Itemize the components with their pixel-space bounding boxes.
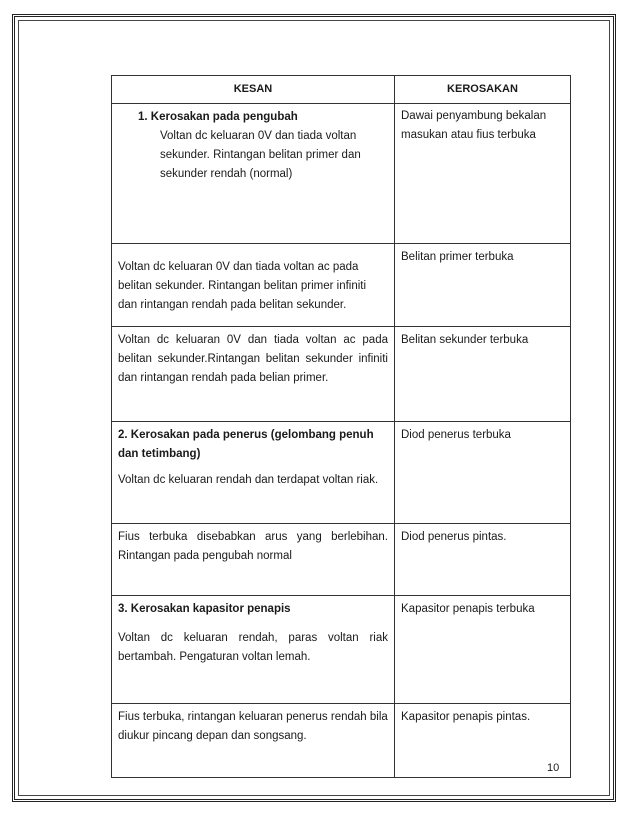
damage-cell: Diod penerus pintas. bbox=[395, 524, 571, 596]
section-heading: 3. Kerosakan kapasitor penapis bbox=[118, 603, 291, 615]
table-row bbox=[112, 524, 571, 596]
damage-cell: Dawai penyambung bekalan masukan atau fius terbuka bbox=[395, 104, 571, 244]
table-row bbox=[112, 244, 571, 327]
header-kerosakan: KEROSAKAN bbox=[395, 76, 571, 104]
effect-cell: Fius terbuka, rintangan keluaran penerus rendah bila diukur pincang depan dan songsang. bbox=[112, 704, 395, 778]
table-row bbox=[112, 104, 571, 244]
effect-cell: Fius terbuka disebabkan arus yang berlebihan. Rintangan pada pengubah normal bbox=[112, 524, 395, 596]
effect-text: Voltan dc keluaran rendah dan terdapat voltan riak. bbox=[118, 474, 379, 486]
effect-cell bbox=[112, 244, 395, 327]
page-number: 10 bbox=[547, 762, 560, 774]
effect-line: Voltan dc keluaran 0V dan tiada voltan bbox=[160, 130, 357, 142]
table-row bbox=[112, 422, 571, 524]
damage-cell: Kapasitor penapis pintas. bbox=[395, 704, 571, 778]
effect-cell bbox=[112, 596, 395, 704]
effect-text: Voltan dc keluaran rendah, paras voltan riak bertambah. Pengaturan voltan lemah. bbox=[118, 632, 388, 663]
table-row bbox=[112, 596, 571, 704]
table-row bbox=[112, 327, 571, 422]
fault-table bbox=[111, 75, 571, 778]
section-heading: 2. Kerosakan pada penerus (gelombang penuh dan tetimbang) bbox=[118, 429, 374, 460]
table-header-row bbox=[112, 76, 571, 104]
effect-cell bbox=[112, 104, 395, 244]
damage-cell: Kapasitor penapis terbuka bbox=[395, 596, 571, 704]
damage-cell: Belitan sekunder terbuka bbox=[395, 327, 571, 422]
section-heading: 1. Kerosakan pada pengubah bbox=[138, 111, 298, 123]
table-row bbox=[112, 704, 571, 778]
damage-cell: Diod penerus terbuka bbox=[395, 422, 571, 524]
header-kesan: KESAN bbox=[112, 76, 395, 104]
effect-line: sekunder. Rintangan belitan primer dan bbox=[160, 149, 361, 161]
damage-cell: Belitan primer terbuka bbox=[395, 244, 571, 327]
effect-line: sekunder rendah (normal) bbox=[160, 168, 293, 180]
effect-cell bbox=[112, 422, 395, 524]
effect-text: Voltan dc keluaran 0V dan tiada voltan ac pada belitan sekunder. Rintangan belitan primer infiniti dan rintangan rendah pada belitan sekunder. bbox=[118, 261, 367, 311]
effect-cell: Voltan dc keluaran 0V dan tiada voltan ac pada belitan sekunder.Rintangan belitan sekunder infiniti dan rintangan rendah pada belian primer. bbox=[112, 327, 395, 422]
